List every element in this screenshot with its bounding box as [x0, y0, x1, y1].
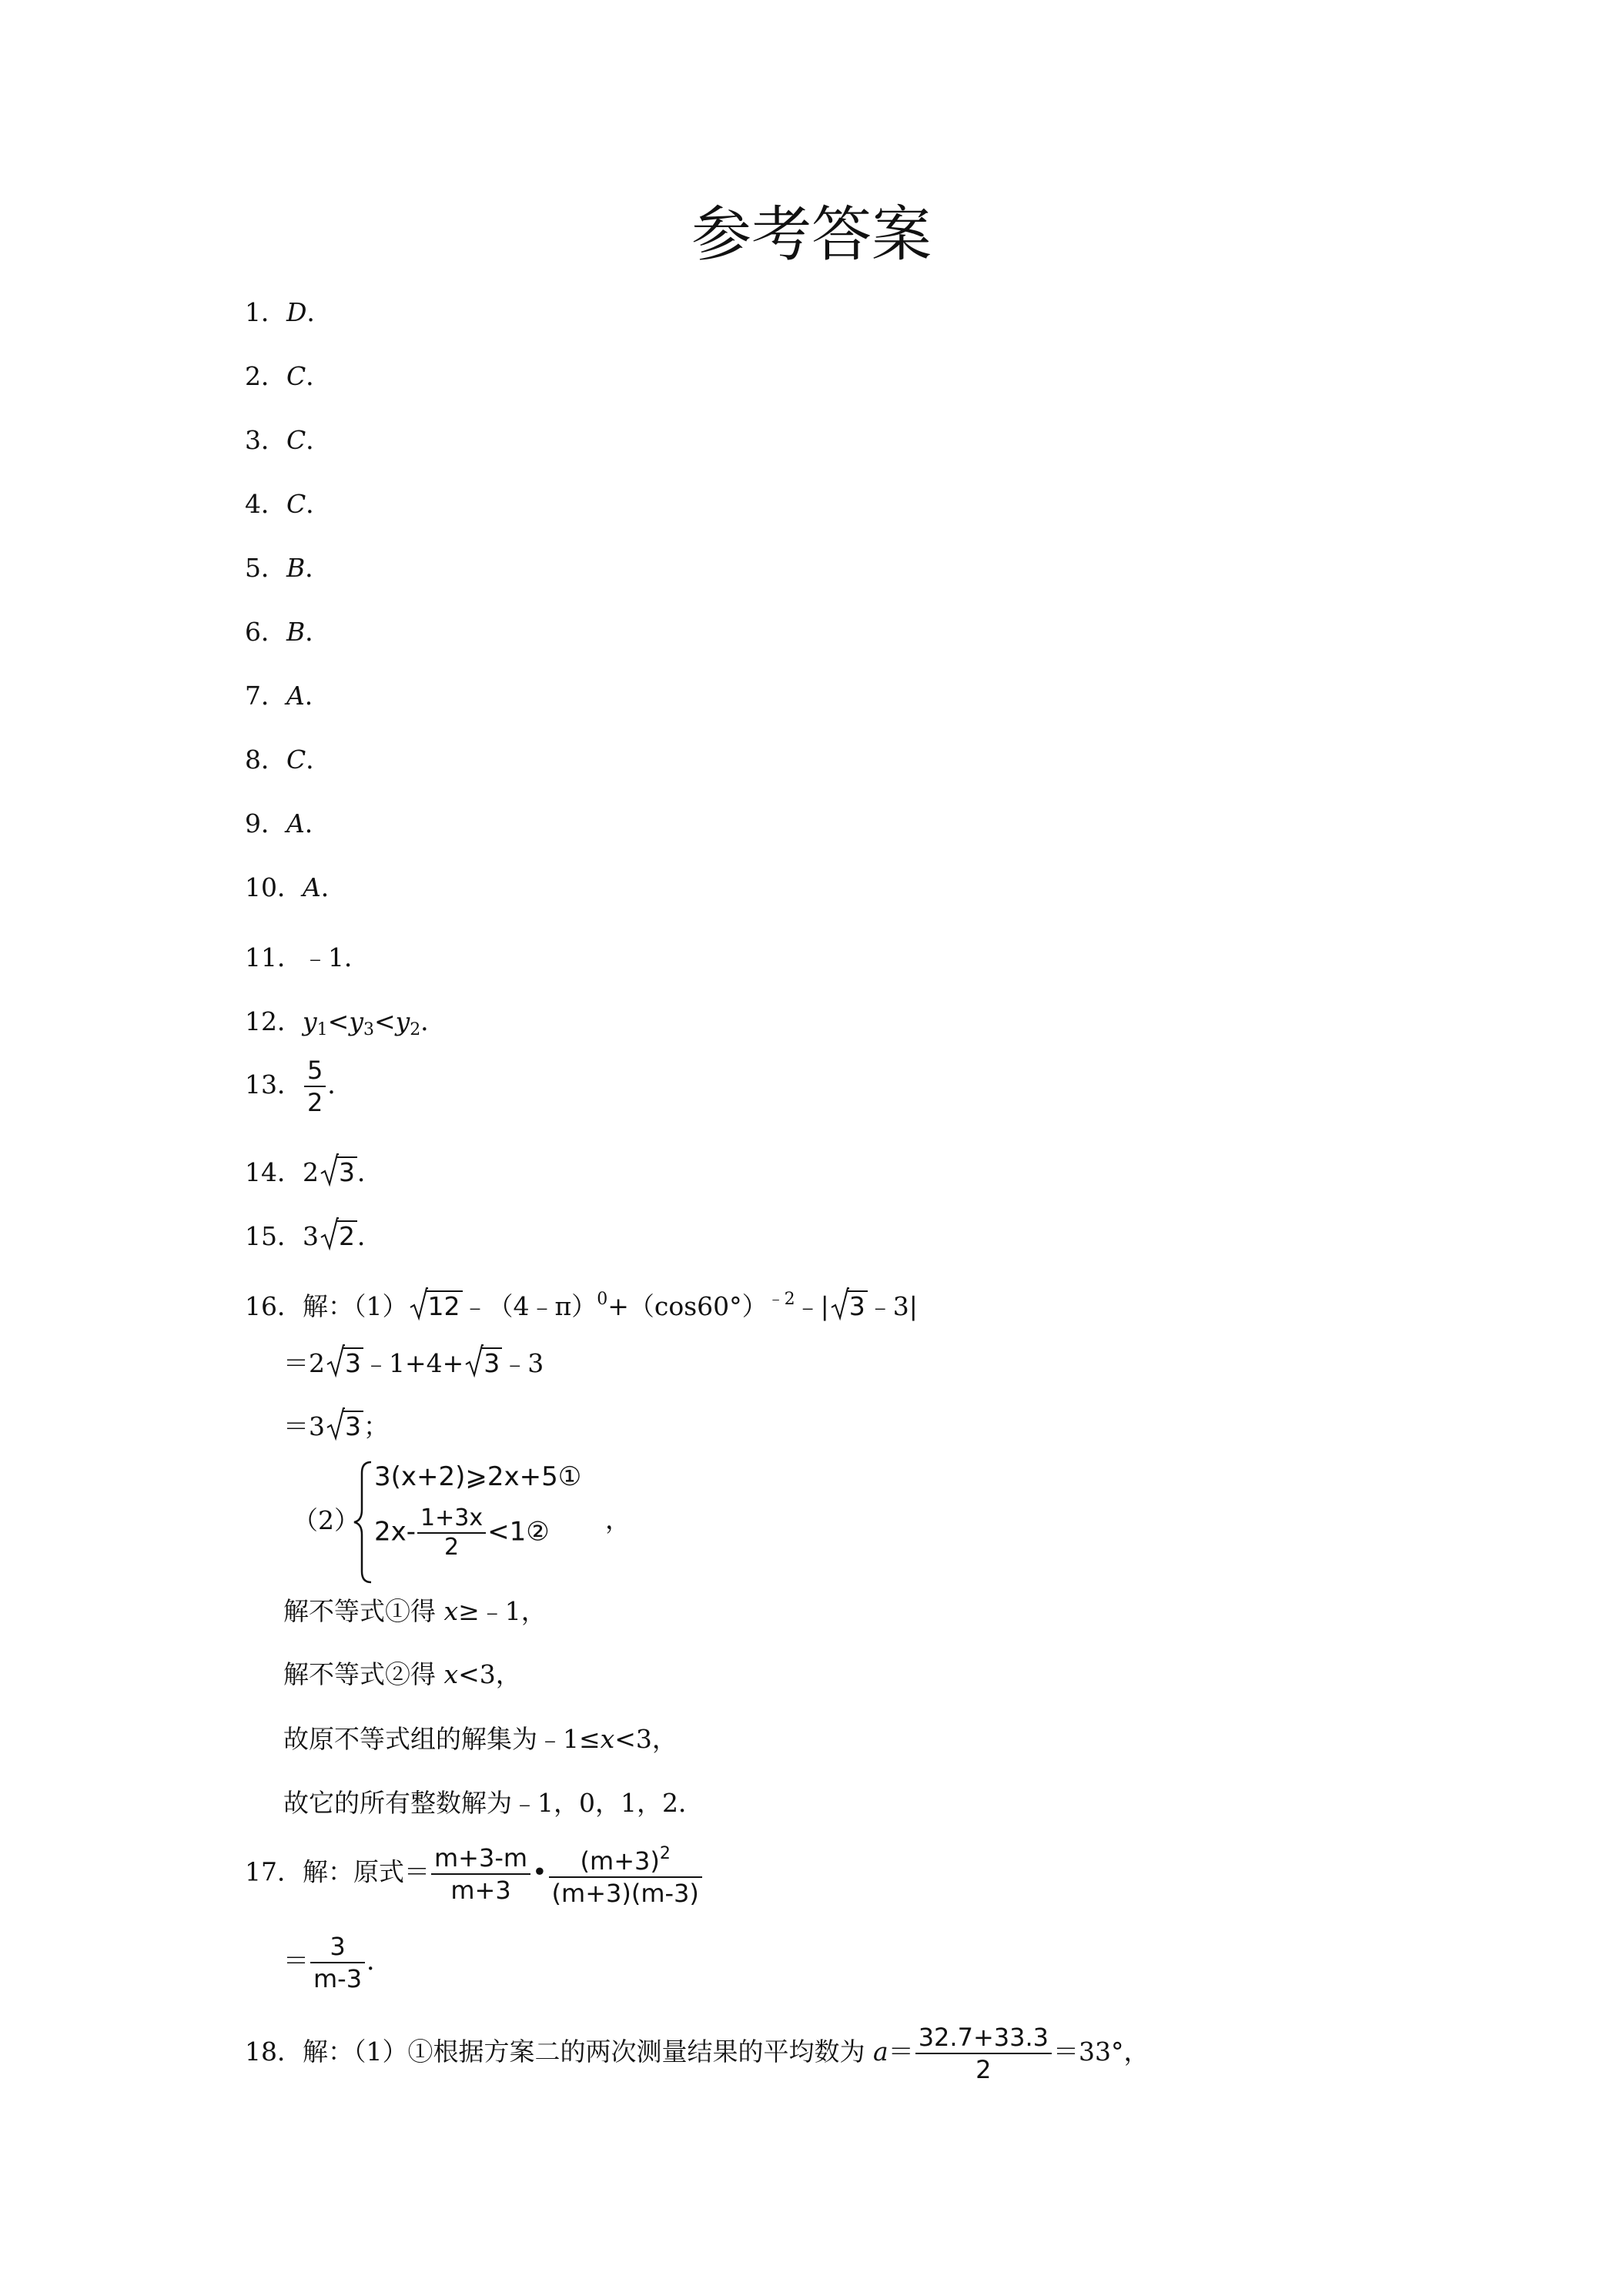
- answer-choice: B: [286, 553, 306, 583]
- expr-part: ﹣1+4+: [363, 1348, 464, 1378]
- fraction: [304, 1055, 326, 1118]
- radical-sign-icon: [465, 1343, 484, 1378]
- question-number: 12．: [245, 1006, 303, 1036]
- numerator-base: (m+3): [580, 1846, 660, 1876]
- solution-step-3: [283, 1722, 678, 1757]
- fraction: [310, 1931, 365, 1994]
- question-number: 3．: [245, 425, 286, 455]
- period: ．: [304, 681, 330, 711]
- fraction: [431, 1842, 530, 1906]
- less-than: <: [373, 1006, 396, 1036]
- denominator: 2: [975, 2055, 992, 2084]
- answer-choice: D: [286, 297, 307, 327]
- numerator: 3: [310, 1931, 365, 1963]
- subscript: 3: [363, 1020, 374, 1039]
- inequality-1: 3(x+2)⩾2x+5①: [374, 1461, 582, 1492]
- period: ．: [304, 808, 330, 838]
- period: ．: [357, 1157, 383, 1187]
- answer-12: [245, 1004, 446, 1048]
- radical: [326, 1409, 363, 1444]
- question-number: 16．: [245, 1291, 303, 1321]
- comma: ，: [605, 1504, 631, 1535]
- radicand: 12: [427, 1290, 463, 1321]
- fraction: [549, 1839, 702, 1909]
- coefficient: 2: [303, 1157, 319, 1187]
- radicand: 3: [482, 1347, 502, 1378]
- expr-part: ﹣（4﹣π）: [462, 1291, 597, 1321]
- coefficient: 3: [303, 1221, 319, 1251]
- solution-intro: 解：（1）: [303, 1291, 408, 1321]
- var-x: x: [443, 1596, 459, 1626]
- radical-sign-icon: [326, 1406, 345, 1441]
- solution-intro: 解：原式＝: [303, 1856, 430, 1887]
- numerator: [549, 1839, 702, 1878]
- answer-choice: C: [286, 361, 306, 391]
- radical-sign-icon: [326, 1343, 345, 1378]
- equals: ＝: [283, 1946, 309, 1976]
- radical-sign-icon: [320, 1152, 339, 1187]
- text: 故原不等式组的解集为﹣1≤: [283, 1724, 601, 1754]
- answer-14: [245, 1155, 383, 1190]
- period: ．: [306, 489, 332, 519]
- question-number: 14．: [245, 1157, 303, 1187]
- question-number: 7．: [245, 681, 286, 711]
- expr-part: ＝2: [283, 1348, 325, 1378]
- solution-step-4: 故它的所有整数解为﹣1，0，1，2．: [283, 1788, 704, 1818]
- text: <3，: [614, 1724, 678, 1754]
- expr-part: <1②: [487, 1516, 550, 1548]
- period: ．: [306, 361, 332, 391]
- question-number: 17．: [245, 1856, 303, 1887]
- question-number: 1．: [245, 297, 286, 327]
- period: ．: [306, 425, 332, 455]
- expr-part: ﹣3|: [867, 1291, 918, 1321]
- answer-choice: A: [286, 681, 305, 711]
- radicand: 3: [848, 1290, 868, 1321]
- question-number: 11．: [245, 942, 303, 972]
- answer-choice: A: [303, 872, 321, 902]
- var-y: y: [303, 1006, 317, 1036]
- period: ．: [305, 553, 331, 583]
- radicand: 3: [343, 1411, 363, 1441]
- question-number: 15．: [245, 1221, 303, 1251]
- answer-17-line-1: [245, 1839, 704, 1909]
- multiply-dot: •: [532, 1856, 547, 1887]
- period: ．: [357, 1221, 383, 1251]
- text: ≥﹣1，: [458, 1596, 547, 1626]
- radical: [320, 1219, 357, 1254]
- period: ．: [320, 872, 346, 902]
- answer-row: [245, 614, 330, 650]
- expr-part: ﹣|: [795, 1291, 829, 1321]
- question-number: 8．: [245, 745, 286, 775]
- fraction: [915, 2022, 1052, 2085]
- denominator: m+3: [450, 1875, 511, 1905]
- var-a: a: [873, 2037, 888, 2067]
- answer-16-line-3: [283, 1409, 389, 1444]
- expr-part: ﹣3: [502, 1348, 544, 1378]
- denominator: 2: [307, 1088, 323, 1117]
- var-y: y: [349, 1006, 363, 1036]
- denominator: (m+3)(m-3): [551, 1879, 699, 1908]
- left-brace-icon: [353, 1461, 373, 1584]
- numerator: m+3-m: [431, 1842, 530, 1875]
- question-number: 18．: [245, 2037, 303, 2067]
- subscript: 2: [410, 1020, 421, 1039]
- answer-text: ﹣1．: [303, 942, 370, 972]
- answer-row: [245, 806, 330, 842]
- text: 解不等式②得: [283, 1659, 444, 1689]
- answer-choice: C: [286, 745, 306, 775]
- answer-choice: C: [286, 489, 306, 519]
- answer-16-line-2: [283, 1346, 544, 1381]
- answer-row: [245, 487, 331, 522]
- solution-text: 解：（1）①根据方案二的两次测量结果的平均数为: [303, 2037, 873, 2067]
- fraction: [417, 1504, 486, 1561]
- radical: [465, 1346, 502, 1381]
- answer-row: [245, 551, 330, 586]
- answer-11: [245, 940, 370, 976]
- answer-choice: A: [286, 808, 305, 838]
- text: 解不等式①得: [283, 1596, 444, 1626]
- period: ．: [306, 297, 333, 327]
- radical-sign-icon: [320, 1216, 339, 1251]
- var-x: x: [443, 1659, 459, 1689]
- radicand: 3: [337, 1156, 357, 1187]
- equals: ＝: [888, 2037, 914, 2067]
- answer-choice: B: [286, 617, 306, 647]
- question-number: 4．: [245, 489, 286, 519]
- radicand: 2: [337, 1220, 357, 1251]
- radicand: 3: [343, 1347, 363, 1378]
- radical-sign-icon: [831, 1286, 849, 1321]
- denominator: 2: [444, 1534, 460, 1561]
- answer-row: [245, 678, 330, 714]
- exponent: ﹣2: [767, 1290, 795, 1309]
- var-y: y: [395, 1006, 410, 1036]
- question-number: 13．: [245, 1069, 303, 1099]
- answer-18-line-1: [245, 2022, 1149, 2085]
- question-number: 6．: [245, 617, 286, 647]
- period: ．: [327, 1069, 353, 1099]
- var-x: x: [600, 1724, 615, 1754]
- solution-step-2: [283, 1657, 521, 1692]
- expr-part: 2x-: [374, 1516, 417, 1548]
- less-than: <: [327, 1006, 350, 1036]
- answer-choice: C: [286, 425, 306, 455]
- numerator: 32.7+33.3: [915, 2022, 1052, 2054]
- result-text: ＝33°，: [1053, 2037, 1149, 2067]
- part-2-label: （2）: [293, 1505, 360, 1535]
- question-number: 5．: [245, 553, 286, 583]
- radical: [410, 1289, 463, 1324]
- text: <3，: [458, 1659, 521, 1689]
- radical-sign-icon: [410, 1286, 428, 1321]
- question-number: 2．: [245, 361, 286, 391]
- denominator: m-3: [313, 1964, 363, 1993]
- answer-17-line-2: [283, 1931, 392, 1994]
- exponent: 2: [659, 1844, 671, 1863]
- subscript: 1: [316, 1020, 328, 1039]
- period: ．: [306, 745, 332, 775]
- period: ．: [366, 1946, 393, 1976]
- answer-row: [245, 295, 332, 330]
- radical: [320, 1155, 357, 1190]
- answer-row: [245, 423, 331, 458]
- radical: [326, 1346, 363, 1381]
- period: ．: [305, 617, 331, 647]
- period: ．: [420, 1006, 447, 1036]
- numerator: 5: [304, 1055, 326, 1087]
- numerator: 1+3x: [417, 1504, 486, 1534]
- question-number: 10．: [245, 872, 303, 902]
- solution-step-1: [283, 1594, 547, 1629]
- answer-row: [245, 742, 331, 778]
- expr-part: +（cos60°）: [607, 1291, 768, 1321]
- answer-row: [245, 870, 346, 905]
- radical: [831, 1289, 868, 1324]
- expr-part: ＝3: [283, 1411, 325, 1441]
- page-title: 参考答案: [691, 200, 932, 269]
- expr-part: ；: [363, 1411, 389, 1441]
- question-number: 9．: [245, 808, 286, 838]
- answer-row: [245, 359, 331, 394]
- inequality-2: [374, 1504, 550, 1561]
- answer-15: [245, 1219, 383, 1254]
- answer-13: [245, 1055, 353, 1118]
- answer-16-line-1: [245, 1282, 918, 1324]
- exponent: 0: [597, 1290, 608, 1309]
